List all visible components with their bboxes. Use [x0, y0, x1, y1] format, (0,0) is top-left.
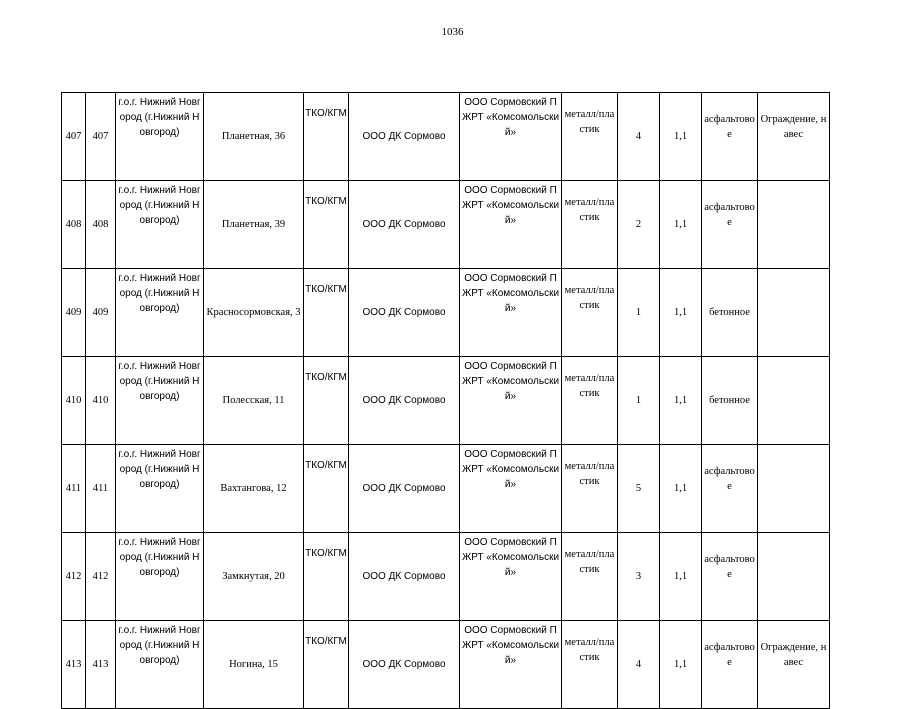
- site-number: 407: [86, 93, 116, 181]
- enclosure-cell: [758, 533, 830, 621]
- container-count-cell: 1: [618, 357, 660, 445]
- surface-cell: асфальтовое: [702, 533, 758, 621]
- table-row: [62, 181, 830, 269]
- address-cell: Вахтангова, 12: [204, 445, 304, 533]
- volume-cell: 1,1: [660, 357, 702, 445]
- material-cell: металл/пластик: [562, 93, 618, 181]
- table-row: [62, 445, 830, 533]
- site-number: 412: [86, 533, 116, 621]
- volume-cell: 1,1: [660, 445, 702, 533]
- address-cell: Замкнутая, 20: [204, 533, 304, 621]
- surface-cell: асфальтовое: [702, 445, 758, 533]
- settlement-cell: г.о.г. Нижний Новгород (г.Нижний Новгород): [116, 269, 204, 357]
- owner-cell: ООО ДК Сормово: [349, 181, 460, 269]
- site-number: 408: [86, 181, 116, 269]
- enclosure-cell: [758, 269, 830, 357]
- operator-cell: ООО Сормовский ПЖРТ «Комсомольский»: [460, 181, 562, 269]
- row-index: 412: [62, 533, 86, 621]
- address-cell: Планетная, 39: [204, 181, 304, 269]
- row-index: 408: [62, 181, 86, 269]
- enclosure-cell: [758, 445, 830, 533]
- container-count-cell: 2: [618, 181, 660, 269]
- operator-cell: ООО Сормовский ПЖРТ «Комсомольский»: [460, 533, 562, 621]
- row-index: 413: [62, 621, 86, 709]
- operator-cell: ООО Сормовский ПЖРТ «Комсомольский»: [460, 269, 562, 357]
- waste-type-cell: ТКО/КГМ: [304, 93, 349, 181]
- surface-cell: асфальтовое: [702, 621, 758, 709]
- enclosure-cell: [758, 181, 830, 269]
- enclosure-cell: Ограждение, навес: [758, 93, 830, 181]
- enclosure-cell: Ограждение, навес: [758, 621, 830, 709]
- material-cell: металл/пластик: [562, 269, 618, 357]
- waste-type-cell: ТКО/КГМ: [304, 533, 349, 621]
- address-cell: Планетная, 36: [204, 93, 304, 181]
- owner-cell: ООО ДК Сормово: [349, 269, 460, 357]
- surface-cell: асфальтовое: [702, 181, 758, 269]
- owner-cell: ООО ДК Сормово: [349, 357, 460, 445]
- owner-cell: ООО ДК Сормово: [349, 93, 460, 181]
- operator-cell: ООО Сормовский ПЖРТ «Комсомольский»: [460, 621, 562, 709]
- material-cell: металл/пластик: [562, 533, 618, 621]
- container-count-cell: 5: [618, 445, 660, 533]
- material-cell: металл/пластик: [562, 181, 618, 269]
- table-row: [62, 533, 830, 621]
- site-number: 411: [86, 445, 116, 533]
- material-cell: металл/пластик: [562, 357, 618, 445]
- surface-cell: асфальтовое: [702, 93, 758, 181]
- owner-cell: ООО ДК Сормово: [349, 621, 460, 709]
- settlement-cell: г.о.г. Нижний Новгород (г.Нижний Новгород): [116, 533, 204, 621]
- operator-cell: ООО Сормовский ПЖРТ «Комсомольский»: [460, 357, 562, 445]
- operator-cell: ООО Сормовский ПЖРТ «Комсомольский»: [460, 93, 562, 181]
- owner-cell: ООО ДК Сормово: [349, 445, 460, 533]
- volume-cell: 1,1: [660, 93, 702, 181]
- container-count-cell: 4: [618, 621, 660, 709]
- row-index: 411: [62, 445, 86, 533]
- settlement-cell: г.о.г. Нижний Новгород (г.Нижний Новгород): [116, 181, 204, 269]
- material-cell: металл/пластик: [562, 621, 618, 709]
- settlement-cell: г.о.г. Нижний Новгород (г.Нижний Новгород): [116, 445, 204, 533]
- settlement-cell: г.о.г. Нижний Новгород (г.Нижний Новгород): [116, 93, 204, 181]
- waste-type-cell: ТКО/КГМ: [304, 269, 349, 357]
- enclosure-cell: [758, 357, 830, 445]
- volume-cell: 1,1: [660, 533, 702, 621]
- address-cell: Красносормовская, 3: [204, 269, 304, 357]
- table-row: [62, 269, 830, 357]
- container-sites-table: [61, 92, 830, 709]
- page-number: 1036: [441, 26, 464, 38]
- table-row: [62, 93, 830, 181]
- surface-cell: бетонное: [702, 357, 758, 445]
- surface-cell: бетонное: [702, 269, 758, 357]
- row-index: 407: [62, 93, 86, 181]
- operator-cell: ООО Сормовский ПЖРТ «Комсомольский»: [460, 445, 562, 533]
- owner-cell: ООО ДК Сормово: [349, 533, 460, 621]
- volume-cell: 1,1: [660, 621, 702, 709]
- volume-cell: 1,1: [660, 269, 702, 357]
- table-row: [62, 621, 830, 709]
- waste-type-cell: ТКО/КГМ: [304, 357, 349, 445]
- waste-type-cell: ТКО/КГМ: [304, 621, 349, 709]
- row-index: 409: [62, 269, 86, 357]
- material-cell: металл/пластик: [562, 445, 618, 533]
- site-number: 410: [86, 357, 116, 445]
- row-index: 410: [62, 357, 86, 445]
- settlement-cell: г.о.г. Нижний Новгород (г.Нижний Новгород): [116, 621, 204, 709]
- container-count-cell: 3: [618, 533, 660, 621]
- container-count-cell: 4: [618, 93, 660, 181]
- address-cell: Полесская, 11: [204, 357, 304, 445]
- site-number: 409: [86, 269, 116, 357]
- container-count-cell: 1: [618, 269, 660, 357]
- settlement-cell: г.о.г. Нижний Новгород (г.Нижний Новгород): [116, 357, 204, 445]
- address-cell: Ногина, 15: [204, 621, 304, 709]
- volume-cell: 1,1: [660, 181, 702, 269]
- waste-type-cell: ТКО/КГМ: [304, 445, 349, 533]
- waste-type-cell: ТКО/КГМ: [304, 181, 349, 269]
- table-row: [62, 357, 830, 445]
- site-number: 413: [86, 621, 116, 709]
